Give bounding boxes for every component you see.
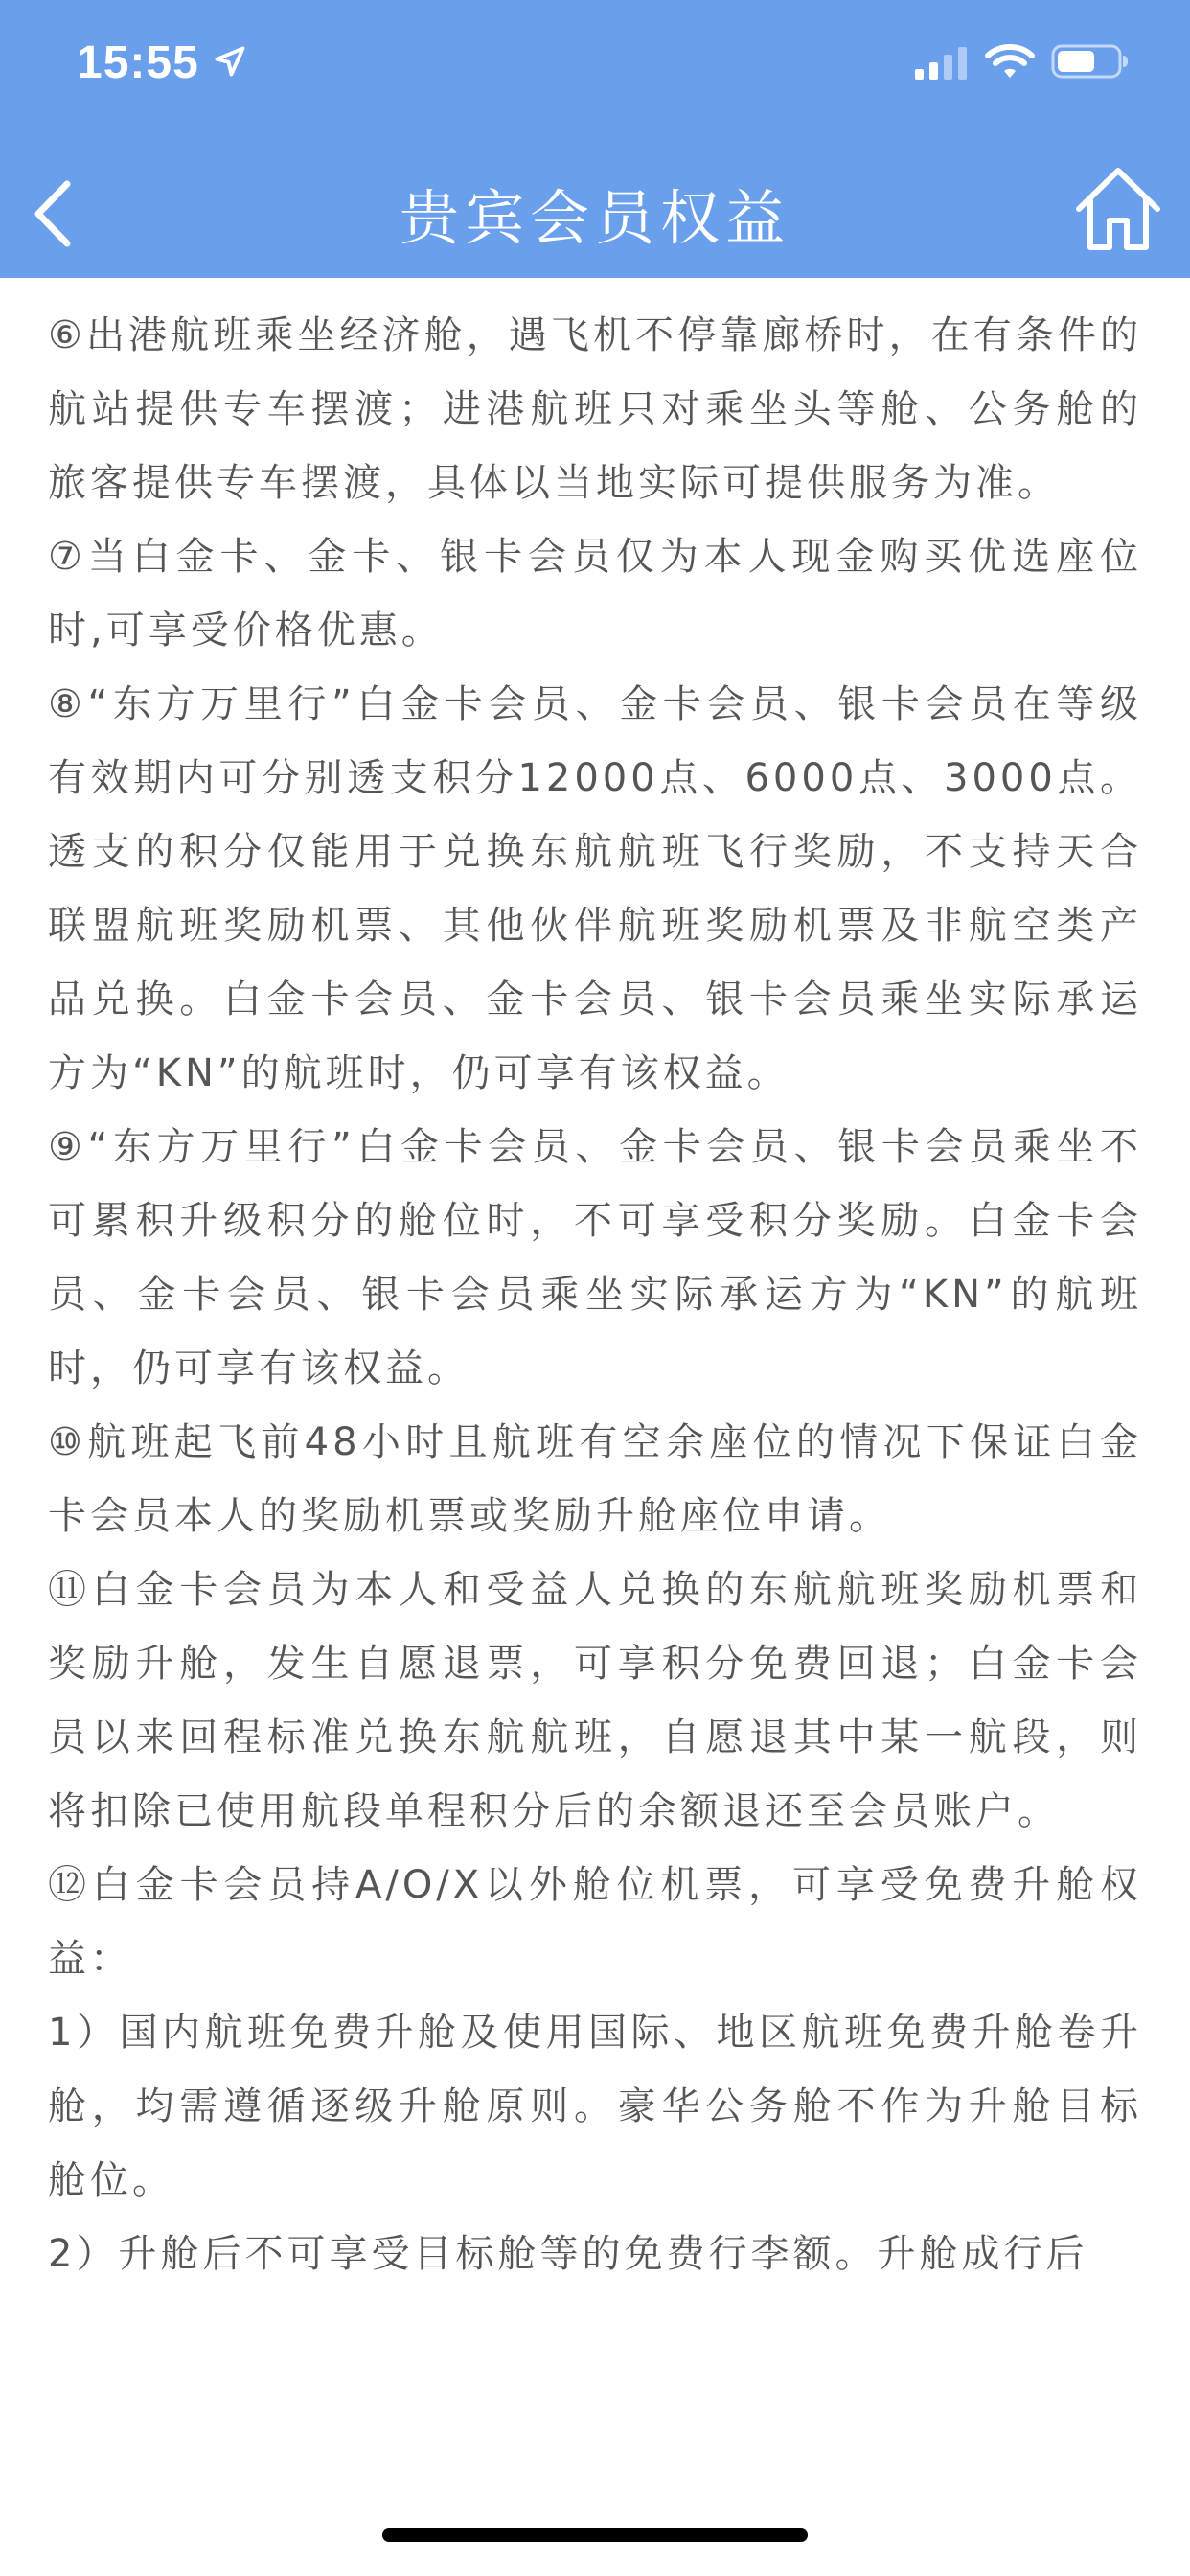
wifi-icon <box>986 42 1034 80</box>
benefit-paragraph: ⑪白金卡会员为本人和受益人兑换的东航航班奖励机票和奖励升舱，发生自愿退票，可享积分免费回退；白金卡会员以来回程标准兑换东航航班，自愿退其中某一航段，则将扣除已使用航段单程积分后的余额退还至会员账户。 <box>48 1568 1142 1833</box>
home-indicator[interactable] <box>382 2528 808 2542</box>
home-button[interactable] <box>1073 163 1163 255</box>
benefit-paragraph: ⑥出港航班乘坐经济舱，遇飞机不停靠廊桥时，在有条件的航站提供专车摆渡；进港航班只对乘坐头等舱、公务舱的旅客提供专车摆渡，具体以当地实际可提供服务为准。 <box>48 313 1142 505</box>
battery-icon <box>1051 42 1130 80</box>
benefits-content[interactable] <box>48 278 1142 2463</box>
benefit-paragraph: ⑫白金卡会员持A/O/X以外舱位机票，可享受免费升舱权益： <box>48 1863 1142 1981</box>
benefit-paragraph: ⑦当白金卡、金卡、银卡会员仅为本人现金购买优选座位时,可享受价格优惠。 <box>48 535 1142 653</box>
benefit-paragraph: ⑩航班起飞前48小时且航班有空余座位的情况下保证白金卡会员本人的奖励机票或奖励升舱座位申请。 <box>48 1420 1142 1538</box>
benefit-paragraph: ⑨“东方万里行”白金卡会员、金卡会员、银卡会员乘坐不可累积升级积分的舱位时，不可享受积分奖励。白金卡会员、金卡会员、银卡会员乘坐实际承运方为“KN”的航班时，仍可享有该权益。 <box>48 1125 1142 1391</box>
location-arrow-icon <box>213 44 247 79</box>
home-icon <box>1073 163 1163 255</box>
header <box>0 0 1190 278</box>
nav-bar <box>0 144 1190 278</box>
benefit-paragraph: 1）国内航班免费升舱及使用国际、地区航班免费升舱卷升舱，均需遵循逐级升舱原则。豪华公务舱不作为升舱目标舱位。 <box>48 2011 1142 2202</box>
signal-bars-icon <box>913 46 971 80</box>
benefit-paragraph: ⑧“东方万里行”白金卡会员、金卡会员、银卡会员在等级有效期内可分别透支积分12000点、6000点、3000点。透支的积分仅能用于兑换东航航班飞行奖励，不支持天合联盟航班奖励机票、其他伙伴航班奖励机票及非航空类产品兑换。白金卡会员、金卡会员、银卡会员乘坐实际承运方为“KN”的航班时，仍可享有该权益。 <box>48 682 1142 1095</box>
status-time: 15:55 <box>77 37 199 88</box>
benefit-paragraph: 2）升舱后不可享受目标舱等的免费行李额。升舱成行后 <box>48 2232 1088 2276</box>
benefits-text <box>48 225 1142 2291</box>
page-title: 贵宾会员权益 <box>399 183 790 253</box>
status-bar <box>0 0 1190 125</box>
